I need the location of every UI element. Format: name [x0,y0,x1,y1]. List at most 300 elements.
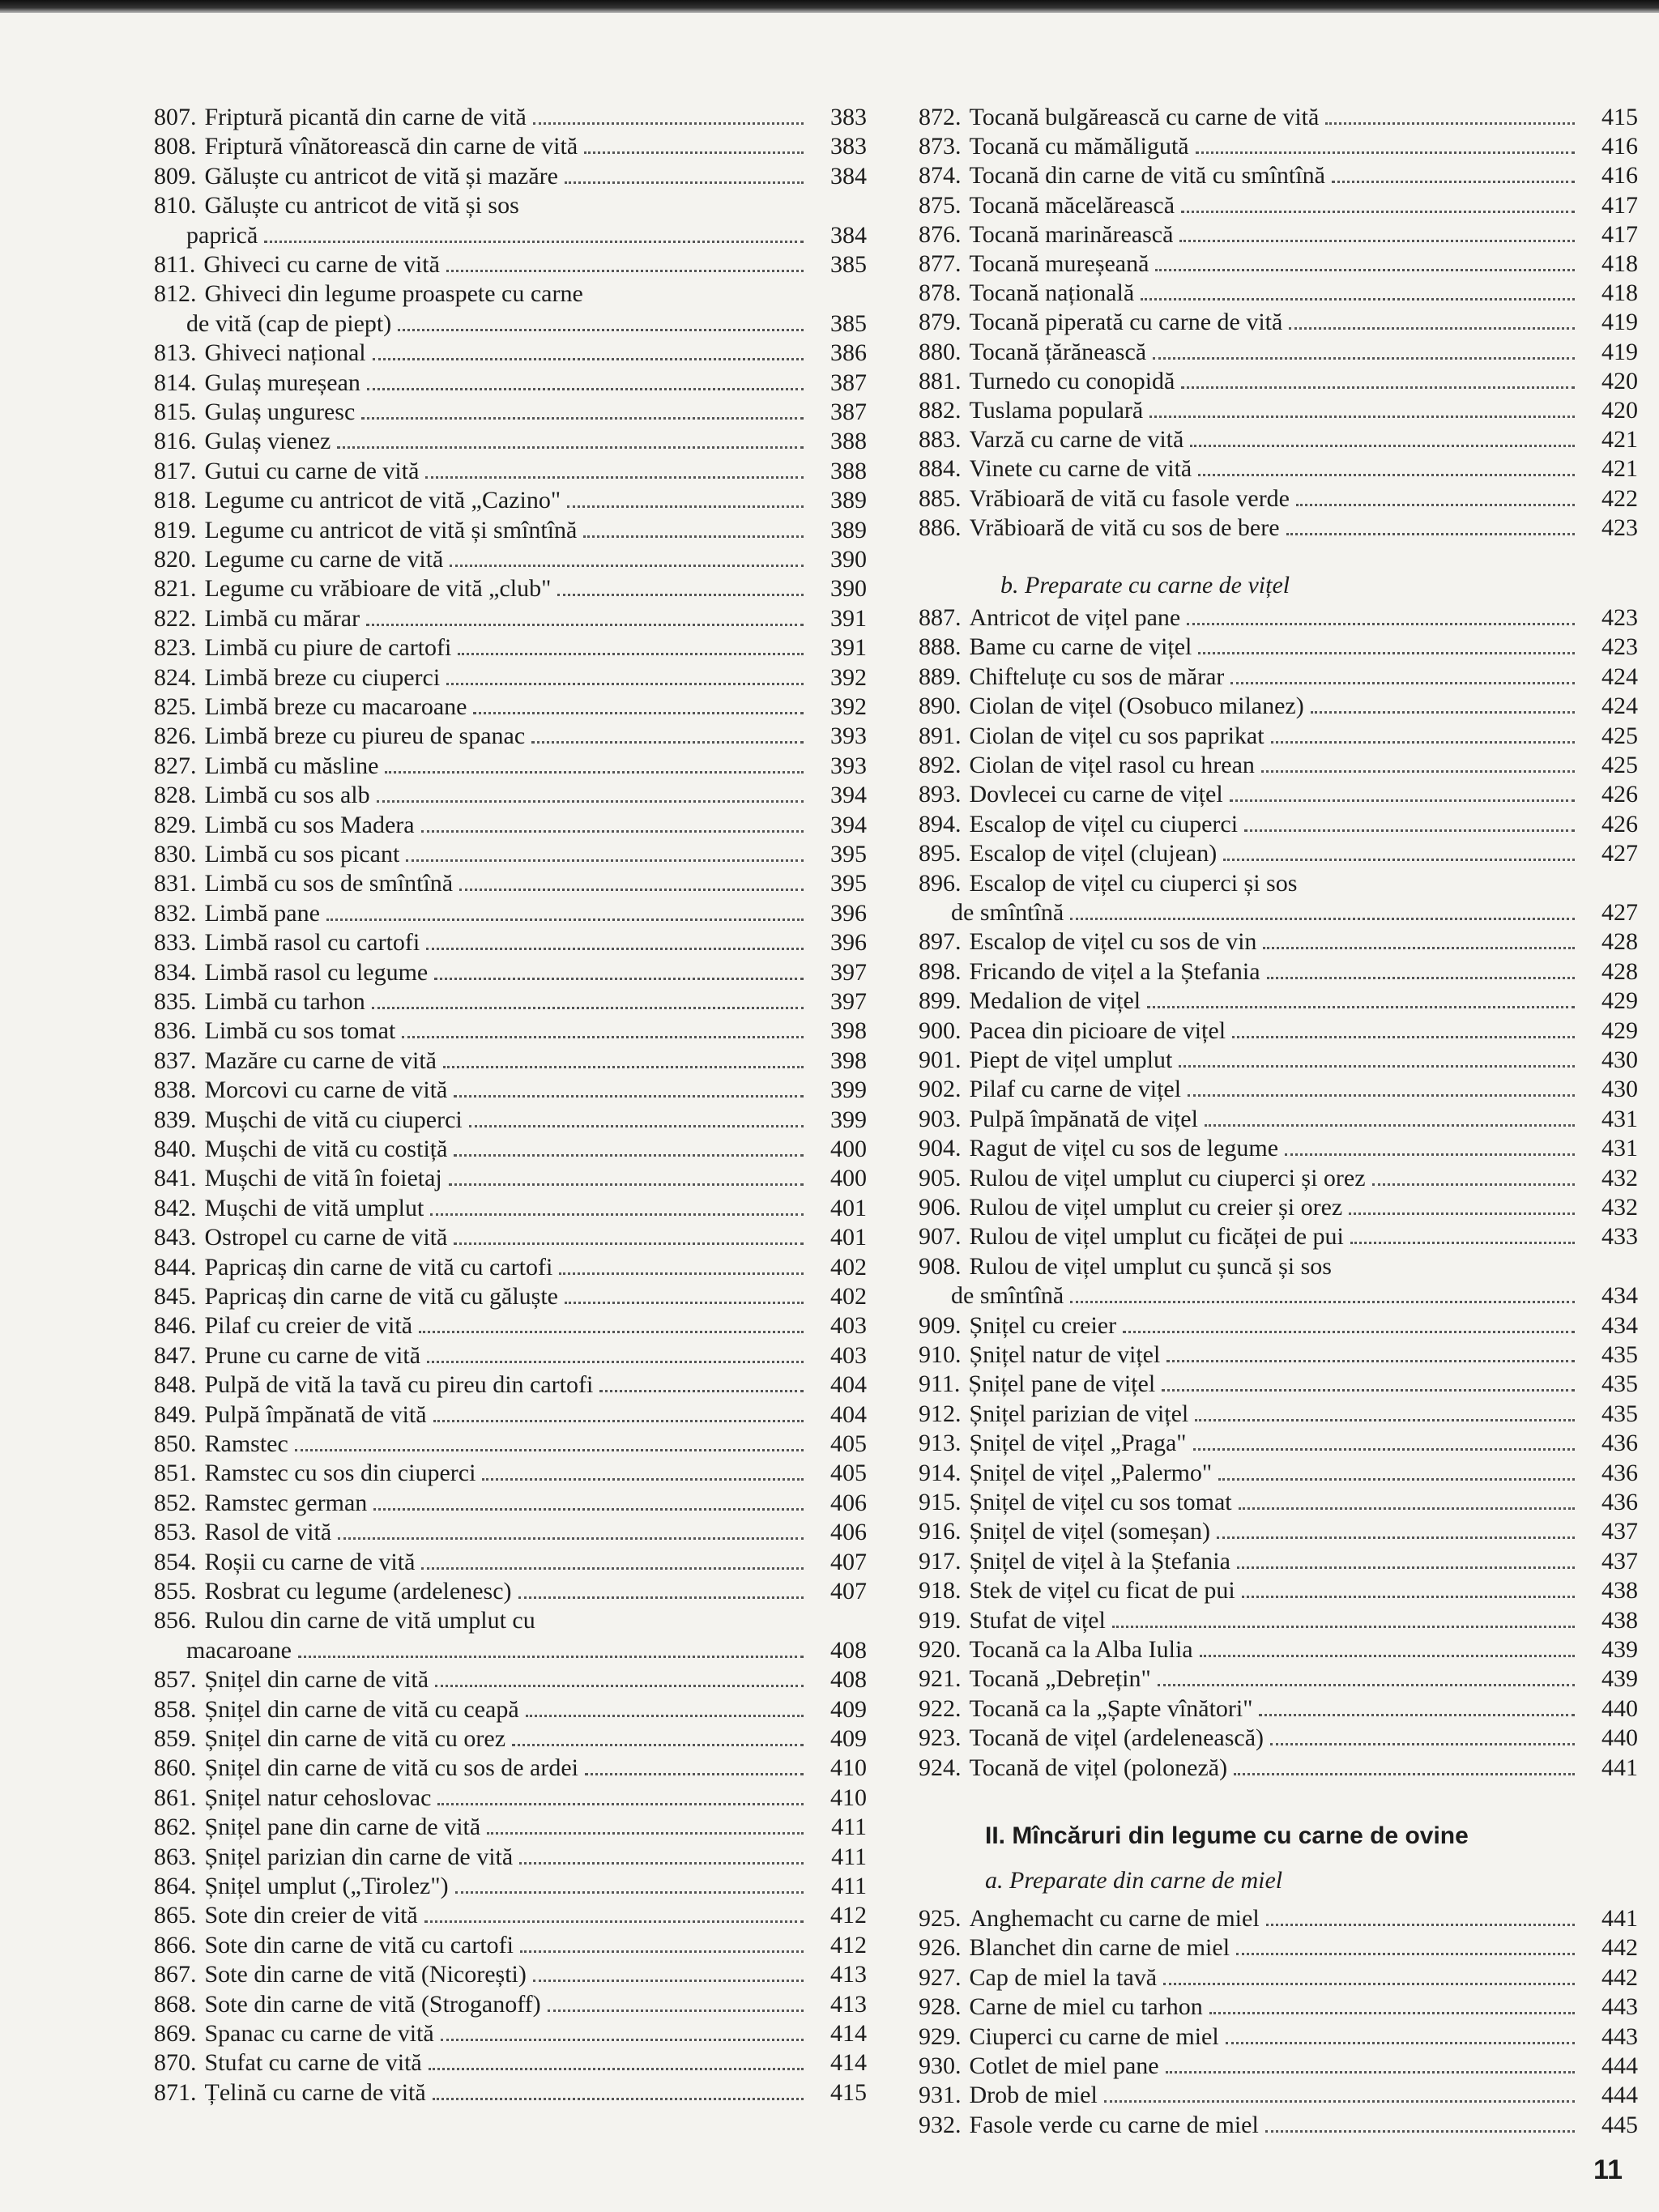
toc-entry [154,664,867,692]
entry-page: 442 [1601,1934,1638,1962]
entry-title: Limbă cu tarhon [204,988,365,1015]
entry-page: 424 [1601,663,1638,690]
entry-number: 837. [154,1046,197,1074]
entry-number: 815. [154,399,197,425]
entry-title: Rasol de vită [204,1519,332,1546]
leader-dots [361,417,804,420]
entry-number: 890. [919,693,962,720]
leader-dots [1163,1983,1575,1985]
toc-entry [154,163,867,190]
entry-number: 904. [919,1135,962,1162]
entry-number: 820. [154,546,197,573]
leader-dots [518,1596,804,1599]
entry-number: 900. [919,1016,962,1044]
leader-dots [520,1950,804,1953]
toc-entry [919,455,1638,483]
entry-number: 896. [919,869,962,897]
entry-number: 881. [919,367,962,394]
entry-number: 829. [154,811,197,838]
entry-page: 408 [830,1666,867,1694]
leader-dots [1187,623,1575,625]
toc-entry [154,959,867,987]
toc-entry [919,1518,1638,1545]
leader-dots [557,594,804,596]
leader-dots [425,476,804,479]
entry-page: 407 [830,1548,867,1575]
entry-title: Tocană de vițel (poloneză) [969,1754,1228,1781]
toc-entry [919,1370,1638,1398]
entry-page: 390 [830,546,867,573]
leader-dots [1265,2130,1575,2133]
leader-dots [1070,918,1575,920]
entry-title: Tocană „Debrețin" [969,1665,1151,1693]
entry-page: 404 [830,1371,867,1399]
entry-page: 396 [830,899,867,927]
toc-entry [154,1490,867,1517]
leader-dots [1226,2042,1575,2044]
entry-number: 887. [919,604,962,631]
leader-dots [459,889,804,891]
toc-entry [154,251,867,279]
entry-page: 431 [1601,1105,1638,1132]
entry-page: 387 [830,399,867,425]
entry-title: Șnițel cu creier [969,1311,1117,1339]
leader-dots [427,1361,804,1363]
entry-page: 435 [1601,1341,1638,1368]
leader-dots [1188,1094,1575,1097]
entry-title: Ramstec [204,1430,288,1457]
leader-dots [458,653,804,655]
entry-number: 924. [919,1754,962,1781]
leader-dots [421,1567,804,1570]
entry-title: Sote din carne de vită (Nicorești) [204,1961,527,1988]
toc-entry [154,192,867,219]
leader-dots [519,1862,804,1865]
entry-title: Limbă cu sos Madera [204,811,415,838]
entry-title: Tocană marinărească [969,220,1174,248]
entry-number: 846. [154,1312,197,1340]
toc-entry [154,1843,867,1871]
leader-dots [1181,211,1575,213]
entry-page: 395 [830,870,867,897]
entry-page: 384 [830,221,867,249]
entry-title: Șnițel natur de vițel [969,1341,1161,1368]
entry-number: 898. [919,957,962,985]
leader-dots [1296,504,1575,506]
entry-page: 441 [1601,1905,1638,1932]
entry-number: 878. [919,279,962,307]
toc-entry [919,1754,1638,1782]
toc-entry [154,1224,867,1251]
entry-page: 443 [1601,2022,1638,2050]
entry-number: 906. [919,1194,962,1221]
entry-title: Tocană mureșeană [969,250,1149,277]
entry-number: 849. [154,1400,197,1428]
entry-page: 419 [1601,338,1638,365]
toc-entry [919,663,1638,691]
toc-entry [919,250,1638,278]
entry-number: 929. [919,2022,962,2050]
toc-entry [154,1754,867,1782]
entry-page: 412 [830,1931,867,1958]
leader-dots [1104,2100,1575,2103]
entry-title: Gulaș mureșean [204,369,360,396]
entry-number: 863. [154,1843,197,1870]
entry-page: 410 [830,1754,867,1782]
toc-entry [919,2082,1638,2109]
entry-page: 413 [830,1990,867,2018]
entry-title: paprică [186,221,258,249]
entry-title: Piept de vițel umplut [969,1046,1173,1073]
entry-title: Limbă cu sos picant [204,841,400,867]
entry-page: 411 [831,1873,867,1899]
toc-entry [919,2052,1638,2080]
entry-title: Șnițel pane din carne de vită [204,1813,481,1841]
entry-title: Rulou din carne de vită umplut cu [204,1607,535,1634]
subheading-lamb: a. Preparate din carne de miel [985,1867,1283,1894]
entry-number: 874. [919,162,962,190]
entry-title: Șnițel parizian de vițel [969,1400,1189,1427]
section-heading-ovine: II. Mîncăruri din legume cu carne de ovine [985,1822,1469,1849]
leader-dots [1218,1478,1575,1481]
toc-entry [919,1282,1638,1310]
entry-number: 813. [154,339,197,367]
entry-page: 435 [1601,1370,1638,1398]
leader-dots [1244,829,1575,832]
entry-number: 899. [919,987,962,1015]
entry-title: Dovlecei cu carne de vițel [969,781,1223,808]
leader-dots [1372,1183,1575,1186]
leader-dots [1286,533,1575,535]
entry-number: 894. [919,810,962,837]
leader-dots [1289,327,1575,330]
toc-entry [154,1902,867,1929]
entry-title: macaroane [186,1636,292,1664]
leader-dots [1158,1684,1575,1686]
toc-entry [154,1106,867,1134]
leader-dots [437,1803,804,1805]
toc-entry [154,458,867,485]
toc-entry [154,1136,867,1163]
entry-number: 848. [154,1371,197,1399]
entry-title: Șnițel din carne de vită [204,1666,429,1694]
leader-dots [1223,859,1575,861]
entry-title: Legume cu vrăbioare de vită „club" [204,575,552,603]
entry-number: 925. [919,1905,962,1932]
toc-entry [154,222,867,249]
entry-number: 891. [919,722,962,749]
toc-entry [154,2020,867,2048]
entry-page: 430 [1601,1076,1638,1103]
entry-page: 431 [1601,1135,1638,1162]
leader-dots [1311,711,1575,714]
leader-dots [548,2010,804,2012]
leader-dots [1349,1213,1575,1215]
entry-page: 428 [1601,957,1638,985]
entry-title: Pulpă împănată de vițel [969,1105,1198,1132]
leader-dots [1198,474,1575,476]
entry-title: Rosbrat cu legume (ardelenesc) [204,1578,512,1605]
toc-entry [154,1991,867,2018]
leader-dots [1325,122,1575,125]
entry-page: 435 [1601,1400,1638,1427]
entry-page: 433 [1601,1223,1638,1251]
entry-page: 417 [1601,191,1638,219]
entry-page: 409 [830,1695,867,1723]
entry-title: Limbă cu mărar [204,604,360,632]
toc-entry [154,929,867,957]
toc-entry [154,1932,867,1959]
toc-entry [154,1283,867,1311]
page-number: 11 [1593,2154,1623,2185]
toc-entry [154,1784,867,1812]
entry-title: Șnițel umplut („Tirolez") [204,1873,449,1899]
entry-title: Ciolan de vițel (Osobuco milanez) [969,693,1304,720]
entry-title: Pilaf cu creier de vită [204,1312,413,1340]
leader-dots [559,1272,804,1275]
entry-number: 865. [154,1902,197,1929]
leader-dots [295,1449,804,1451]
entry-page: 386 [830,339,867,367]
entry-title: Șnițel pane de vițel [968,1370,1156,1398]
entry-page: 406 [830,1489,867,1516]
entry-title: Blanchet din carne de miel [969,1934,1230,1962]
leader-dots [426,948,804,950]
entry-page: 389 [830,516,867,543]
entry-page: 400 [830,1136,867,1162]
entry-number: 931. [919,2082,962,2109]
leader-dots [585,1773,804,1775]
toc-entry [919,485,1638,513]
leader-dots [1147,1006,1575,1008]
toc-entry [154,1342,867,1370]
entry-number: 808. [154,133,197,160]
entry-page: 391 [830,604,867,632]
entry-number: 833. [154,929,197,957]
entry-page: 396 [830,929,867,957]
toc-entry [154,1873,867,1900]
toc-entry [919,368,1638,395]
leader-dots [1141,298,1575,300]
entry-page: 439 [1601,1636,1638,1663]
entry-number: 903. [919,1105,962,1132]
entry-title: Limbă pane [204,899,320,927]
entry-page: 400 [830,1165,867,1192]
toc-entry [154,1460,867,1487]
toc-entry [154,1312,867,1340]
entry-page: 440 [1601,1724,1638,1752]
leader-dots [1179,240,1575,242]
entry-number: 870. [154,2049,197,2077]
entry-title: Tocană ca la Alba Iulia [969,1636,1193,1663]
toc-entry [919,752,1638,779]
leader-dots [599,1390,804,1392]
entry-page: 432 [1601,1194,1638,1221]
entry-number: 822. [154,604,197,632]
entry-number: 873. [919,133,962,160]
entry-title: Roșii cu carne de vită [204,1548,416,1575]
leader-dots [433,2098,804,2100]
leader-dots [455,1891,804,1894]
entry-number: 917. [919,1547,962,1575]
entry-title: Rulou de vițel umplut cu șuncă și sos [969,1252,1332,1280]
entry-number: 908. [919,1252,962,1280]
entry-title: Ciolan de vițel cu sos paprikat [969,722,1265,749]
leader-dots [337,446,804,449]
leader-dots [1242,1596,1575,1598]
toc-entry [919,1106,1638,1133]
entry-page: 438 [1601,1606,1638,1634]
leader-dots [583,535,804,538]
entry-page: 434 [1601,1282,1638,1310]
entry-page: 407 [830,1578,867,1605]
leader-dots [469,1125,804,1127]
leader-dots [1162,1389,1575,1392]
entry-page: 445 [1601,2111,1638,2138]
entry-number: 869. [154,2020,197,2047]
toc-entry [919,1253,1638,1281]
entry-number: 864. [154,1873,197,1899]
entry-number: 858. [154,1695,197,1723]
entry-page: 410 [830,1784,867,1811]
entry-page: 422 [1601,484,1638,512]
entry-title: Ghiveci din legume proaspete cu carne [204,280,583,308]
entry-page: 411 [831,1813,867,1841]
entry-page: 427 [1601,840,1638,867]
leader-dots [398,329,804,331]
entry-number: 814. [154,369,197,396]
entry-page: 441 [1601,1754,1638,1781]
entry-title: Escalop de vițel cu sos de vin [969,928,1257,956]
toc-entry [919,1934,1638,1962]
leader-dots [533,122,804,125]
entry-number: 928. [919,1993,962,2021]
leader-dots [1166,2071,1575,2073]
toc-entry [154,1430,867,1458]
entry-title: Mazăre cu carne de vită [204,1046,437,1074]
toc-entry [154,1371,867,1399]
toc-column-right [891,0,1659,2212]
entry-title: Țelină cu carne de vită [204,2078,426,2106]
leader-dots [373,1508,804,1511]
toc-entry [919,1905,1638,1933]
toc-entry [919,279,1638,307]
toc-entry [919,1607,1638,1634]
entry-title: Tocană măcelărească [969,191,1175,219]
entry-number: 845. [154,1283,197,1310]
entry-title: Papricaș din carne de vită cu găluște [204,1283,558,1310]
leader-dots [1205,1124,1575,1127]
entry-number: 840. [154,1136,197,1162]
entry-page: 402 [830,1253,867,1281]
entry-title: Pacea din picioare de vițel [969,1016,1226,1044]
entry-page: 393 [830,722,867,750]
entry-title: Escalop de vițel cu ciuperci [969,810,1239,837]
leader-dots [1179,1065,1575,1068]
leader-dots [449,1183,804,1186]
entry-number: 821. [154,575,197,603]
entry-number: 915. [919,1489,962,1515]
entry-number: 886. [919,514,962,541]
leader-dots [1230,799,1575,802]
leader-dots [402,1036,804,1038]
toc-entry [154,1813,867,1841]
entry-title: Varză cu carne de vită [969,426,1184,454]
entry-title: Tocană de vițel (ardelenească) [969,1724,1265,1752]
entry-number: 860. [154,1754,197,1782]
entry-number: 902. [919,1076,962,1103]
entry-title: Limbă rasol cu cartofi [204,929,420,957]
entry-page: 385 [830,251,867,278]
leader-dots [338,1537,804,1540]
entry-number: 910. [919,1341,962,1368]
entry-number: 919. [919,1606,962,1634]
leader-dots [434,978,804,980]
entry-number: 807. [154,104,197,130]
entry-page: 438 [1601,1577,1638,1605]
entry-title: Tocană cu mămăligută [969,133,1189,160]
entry-number: 809. [154,162,197,190]
entry-title: Găluște cu antricot de vită și sos [204,192,519,219]
entry-title: Anghemacht cu carne de miel [969,1905,1260,1932]
entry-page: 402 [830,1283,867,1310]
toc-entry [919,840,1638,867]
leader-dots [565,181,804,184]
entry-number: 877. [919,250,962,277]
entry-number: 839. [154,1106,197,1133]
entry-number: 856. [154,1607,197,1634]
entry-page: 408 [830,1636,867,1664]
entry-number: 872. [919,104,962,130]
entry-title: Rulou de vițel umplut cu ciuperci și orez [969,1164,1366,1191]
toc-entry [919,1665,1638,1693]
entry-page: 429 [1601,987,1638,1015]
entry-number: 857. [154,1666,197,1694]
entry-number: 922. [919,1694,962,1722]
toc-entry [919,309,1638,336]
entry-number: 875. [919,191,962,219]
toc-entry [154,517,867,544]
entry-title: Șnițel natur cehoslovac [204,1784,432,1811]
entry-title: Carne de miel cu tarhon [969,1993,1203,2021]
toc-entry [919,514,1638,542]
toc-entry [919,1017,1638,1045]
entry-title: Limbă breze cu ciuperci [204,663,441,691]
entry-number: 912. [919,1400,962,1427]
toc-entry [154,1696,867,1724]
entry-title: Turnedo cu conopidă [969,367,1175,394]
entry-number: 916. [919,1518,962,1545]
entry-page: 384 [830,162,867,190]
entry-page: 391 [830,634,867,662]
toc-entry [919,1964,1638,1992]
entry-title: Limbă rasol cu legume [204,958,429,986]
leader-dots [1155,269,1575,271]
entry-page: 425 [1601,722,1638,749]
entry-page: 388 [830,457,867,484]
entry-title: de smîntînă [951,899,1064,926]
toc-entry [919,928,1638,956]
leader-dots [377,800,804,803]
leader-dots [526,1715,804,1717]
leader-dots [1153,357,1575,360]
toc-entry [919,722,1638,750]
entry-number: 892. [919,752,962,778]
entry-title: de vită (cap de piept) [186,309,392,337]
entry-title: Tuslama populară [969,397,1144,424]
entry-title: Pulpă împănată de vită [204,1400,427,1428]
toc-entry [919,604,1638,632]
